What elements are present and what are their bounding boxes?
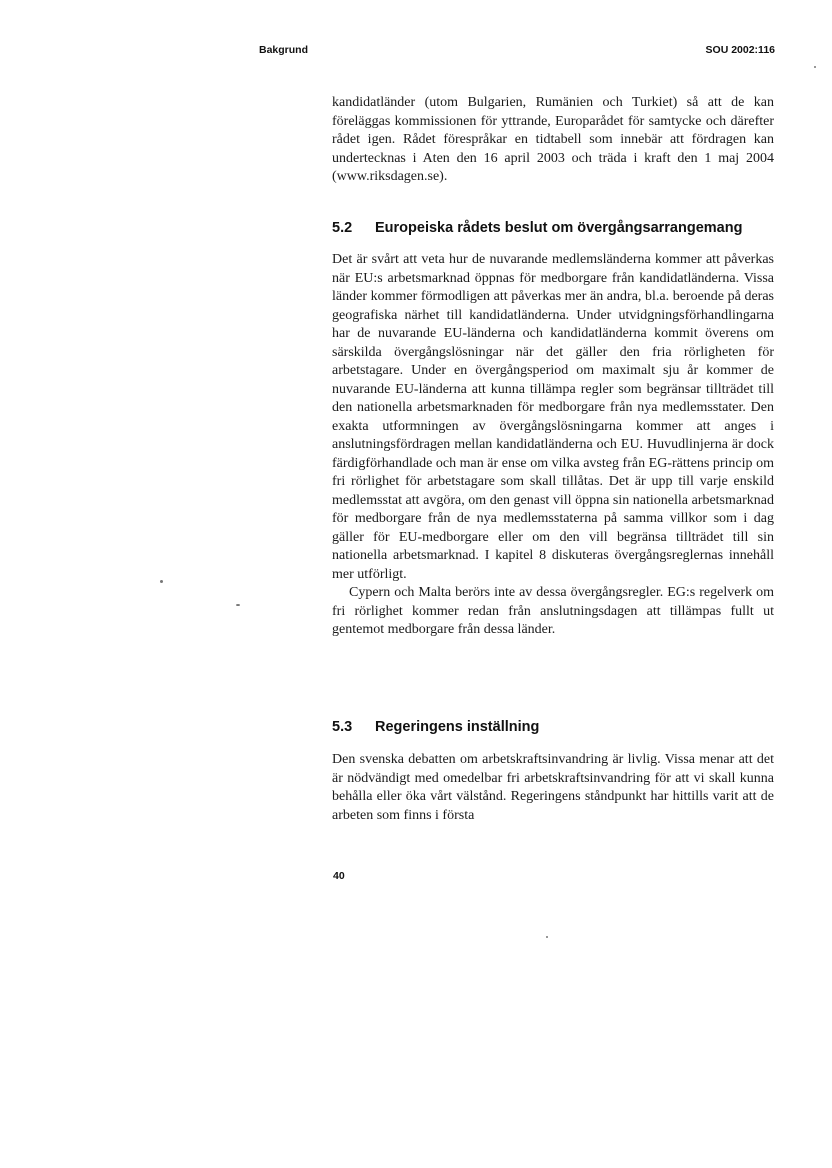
intro-text: [332, 94, 774, 187]
section-title: Regeringens inställning: [375, 719, 540, 735]
intro-paragraph: kandidatländer (utom Bulgarien, Rumänien och Turkiet) så att de kan föreläggas kommissionen för yttrande, Europarådet för samtycke och därefter rådet igen. Rådet förespråkar en tidtabell som innebär att fördragen kan undertecknas i Aten den 16 april 2003 och träda i kraft den 1 maj 2004 (www.riksdagen.se).: [332, 95, 774, 184]
page-number: 40: [333, 870, 345, 882]
running-header-report-id: SOU 2002:116: [705, 44, 775, 56]
body-paragraph: Det är svårt att veta hur de nuvarande medlemsländerna kommer att påverkas när EU:s arbetsmarknad öppnas för medborgare från kandidatländerna. Vissa länder kommer förmodligen att påverkas mer än andra, bl.a. beroende på deras geografiska närhet till kandidatländerna. Under utvidgningsförhandlingarna har de nuvarande EU-länderna och kandidatländerna kommit överens om särskilda övergångslösningar när det gäller den fria rörligheten för arbetstagare. Under en övergångsperiod om maximalt sju år kommer de nuvarande EU-länderna att kunna tillämpa regler som begränsar tillträdet till den nationella arbetsmarknaden för medborgare från nya medlemsstater. Den exakta utformningen av övergångslösningarna kommer att anges i anslutningsfördragen mellan kandidatländerna och EU. Huvudlinjerna är dock färdigförhandlade och man är ense om vilka avsteg från EG-rättens princip om fri rörlighet för arbetstagare som skall tillåtas. Det är upp till varje enskild medlemsstat att avgöra, om den genast vill öppna sin nationella arbetsmarknad för medborgare från de nya medlemsstaterna på samma villkor som i dag gäller för EU-medborgare eller om den vill begränsa tillträdet till sin nationella arbetsmarknad. I kapitel 8 diskuteras övergångsreglernas innehåll mer utförligt.: [332, 252, 774, 582]
section-5-3-body: [332, 751, 774, 825]
scan-speck: [160, 580, 163, 583]
section-number: 5.2: [332, 220, 353, 236]
section-5-2-body: [332, 251, 774, 640]
scan-speck: [236, 604, 240, 606]
scan-speck: [814, 66, 816, 68]
body-paragraph: Cypern och Malta berörs inte av dessa övergångsregler. EG:s regelverk om fri rörlighet kommer redan från anslutningsdagen att tillämpas fullt ut gentemot medborgare från dessa länder.: [332, 585, 774, 637]
scan-speck: [546, 936, 548, 938]
section-heading-5-3: [332, 719, 792, 735]
section-title: Europeiska rådets beslut om övergångsarrangemang: [375, 220, 743, 236]
body-paragraph: Den svenska debatten om arbetskraftsinvandring är livlig. Vissa menar att det är nödvändigt med omedelbar fri arbetskraftsinvandring för att vi skall kunna behålla eller öka vårt välstånd. Regeringens ståndpunkt har hittills varit att de arbeten som finns i första: [332, 752, 774, 823]
section-number: 5.3: [332, 719, 353, 735]
section-heading-5-2: [332, 220, 792, 236]
running-header-section: Bakgrund: [259, 44, 309, 56]
